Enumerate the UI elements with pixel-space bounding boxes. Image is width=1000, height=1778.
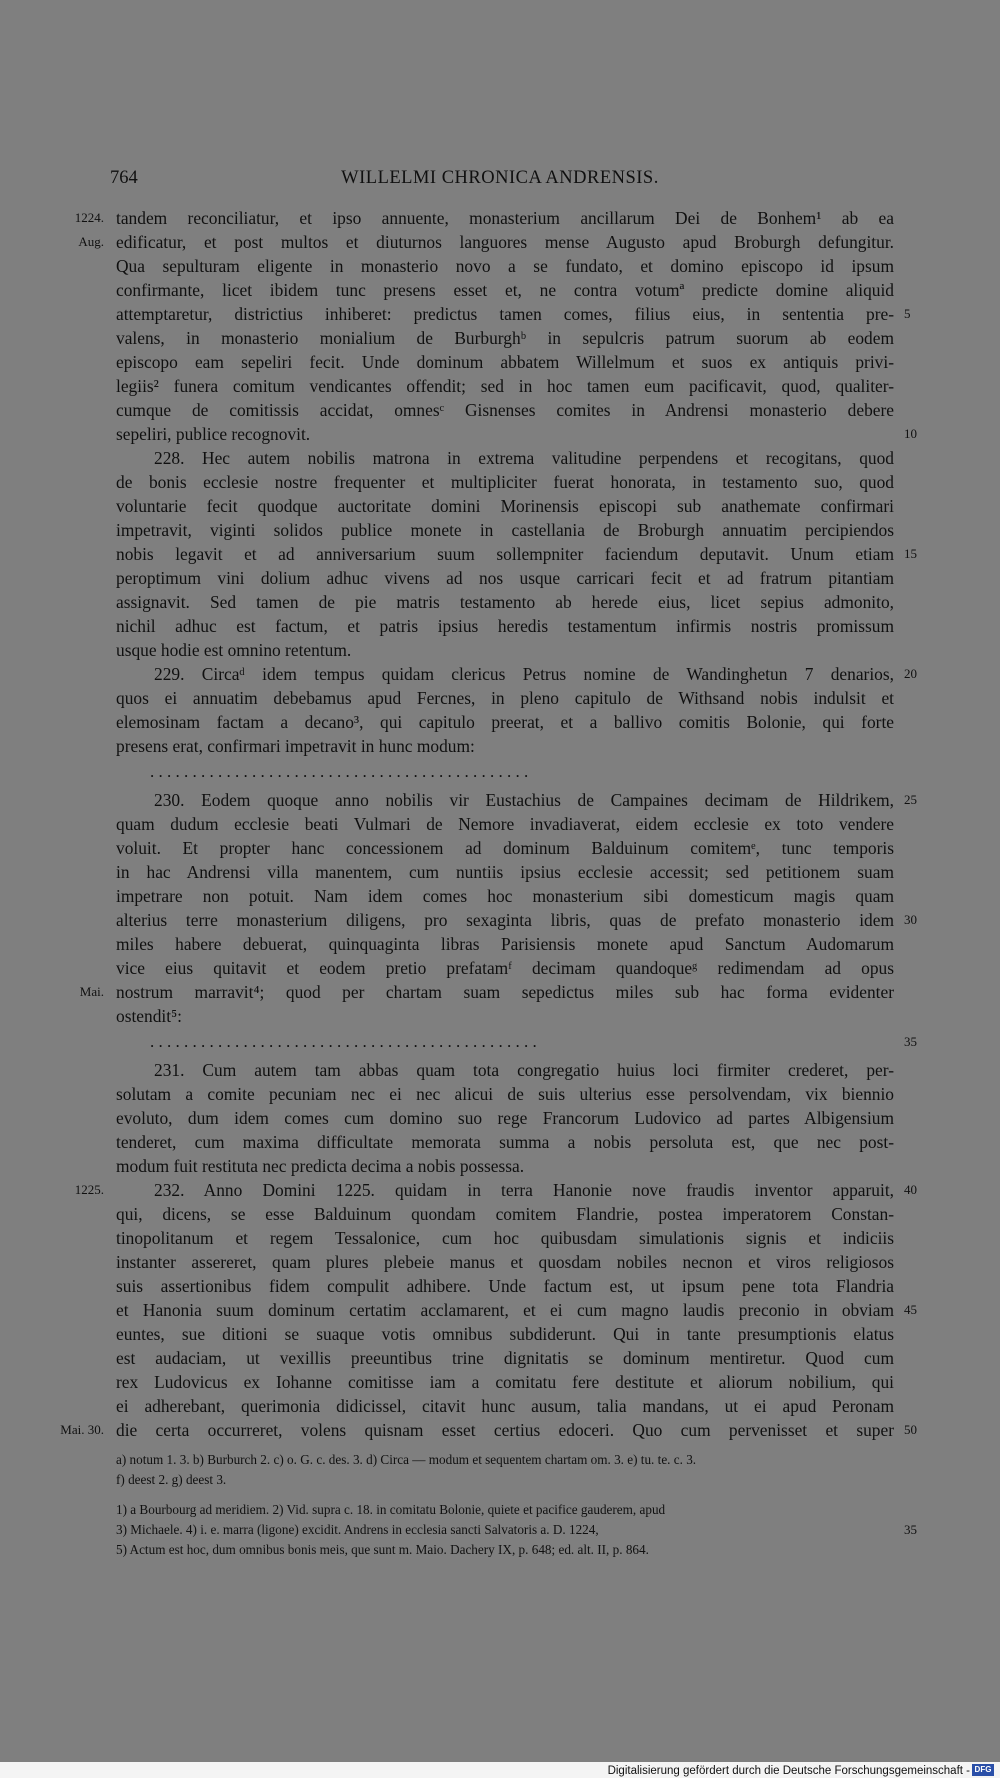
text-line-content: de bonis ecclesie nostre frequenter et multipliciter fuerat honorata, in testamento suo, quod [116,472,894,492]
text-line-content: attemptaretur, districtius inhiberet: predictus tamen comes, filius eius, in sententia pre- [116,304,894,324]
text-line [116,1250,894,1274]
text-line [116,686,894,710]
text-line-content: cumque de comitissis accidat, omnesᶜ Gisnenses comites in Andrensi monasterio debere [116,400,894,420]
dfg-logo: DFG [972,1764,994,1776]
text-line [116,980,894,1004]
text-line [116,1394,894,1418]
line-number: 40 [904,1182,917,1197]
text-line [116,662,894,686]
text-line-content: presens erat, confirmari impetravit in hunc modum: [116,736,475,756]
text-line-content: in hac Andrensi villa manentem, cum nuntiis ipsius ecclesie accessit; sed petitionem suam [116,862,894,882]
text-line-content: valens, in monasterio monialium de Burburghᵇ in sepulcris patrum suorum ab eodem [116,328,894,348]
text-line-content: ei adherebant, querimonia didicissel, citavit hunc ausum, talia mandans, ut ei apud Peronam [116,1396,894,1416]
text-line [116,350,894,374]
line-number: 20 [904,666,917,681]
text-line-content: tenderet, cum maxima difficultate memorata summa a nobis persoluta est, que nec post- [116,1132,894,1152]
text-line [116,302,894,326]
text-line-content: tandem reconciliatur, et ipso annuente, monasterium ancillarum Dei de Bonhem¹ ab ea [116,208,894,228]
line-number: 35 [904,1034,917,1049]
line-number: 5 [904,306,911,321]
text-line-content: elemosinam factam a decano³, qui capitulo preerat, et a ballivo comitis Bolonie, qui forte [116,712,894,732]
text-line [116,932,894,956]
text-line-content: nobis legavit et ad anniversarium suum sollempniter faciendum deputavit. Unum etiam [116,544,894,564]
text-line [116,1346,894,1370]
text-line-content: impetravit, viginti solidos publice monete in castellania de Broburgh annuatim percipiendos [116,520,894,540]
text-line [116,326,894,350]
text-line [116,1418,894,1442]
text-line [116,278,894,302]
text-line-content: ostendit⁵: [116,1006,182,1026]
page-header [110,168,890,194]
text-line-content: 229. Circaᵈ idem tempus quidam clericus Petrus nomine de Wandinghetun 7 denarios, [154,664,894,684]
text-line-content: Qua sepulturam eligente in monasterio novo a se fundato, et domino episcopo id ipsum [116,256,894,276]
text-line [116,422,894,446]
margin-date-note: 1224. [74,210,104,225]
text-line-content: alterius terre monasterium diligens, pro sexaginta libris, quas de prefato monasterio idem [116,910,894,930]
text-line-content: episcopo eam sepeliri fecit. Unde dominum abbatem Willelmum et suos ex antiquis privi- [116,352,894,372]
line-number: 25 [904,792,917,807]
text-line-content: vice eius quitavit et eodem pretio prefatamᶠ decimam quandoqueᵍ redimendam ad opus [116,958,894,978]
text-line [116,638,894,662]
omission-dots: . . . . . . . . . . . . . . . . . . . . . . . . . . . . . . . . . . . . . . . . . . . . . [150,762,529,781]
text-line-content: modum fuit restituta nec predicta decima a nobis possessa. [116,1156,525,1176]
margin-date-note: 1225. [74,1182,104,1197]
text-line-content: suis assertionibus fidem compulit adhibere. Unde factum est, ut ipsum pene tota Flandria [116,1276,894,1296]
text-line [116,566,894,590]
text-line [116,812,894,836]
text-line [116,374,894,398]
text-line [116,1226,894,1250]
margin-date-note: Mai. [79,984,104,999]
text-line [116,590,894,614]
text-line-content: assignavit. Sed tamen de pie matris testamento ab herede eius, licet sepius admonito, [116,592,894,612]
text-line [116,908,894,932]
text-line-content: die certa occurreret, volens quisnam esset certius edoceri. Quo cum pervenisset et super [116,1420,894,1440]
text-line-content: est audaciam, ut vexillis preeuntibus trine dignitatis se dominum mentiretur. Quod cum [116,1348,894,1368]
text-line [116,1154,894,1178]
text-line-content: evoluto, dum idem comes cum domino suo rege Francorum Ludovico ad partes Albigensium [116,1108,894,1128]
line-number: 30 [904,912,917,927]
footer-strip [0,1762,1000,1778]
margin-date-note: Mai. 30. [60,1422,104,1437]
text-line [116,230,894,254]
explanatory-footnote: 3) Michaele. 4) i. e. marra (ligone) excidit. Andrens in ecclesia sancti Salvatoris a. D. 1224, [116,1522,599,1537]
text-line [116,1178,894,1202]
text-line [116,1322,894,1346]
text-line-content: quos ei annuatim debebamus apud Fercnes, in pleno capitulo de Withsand nobis indulsit et [116,688,894,708]
text-line [116,614,894,638]
text-line-content: solutam a comite pecuniam nec ei nec alicui de suis ulterius esse persolvendam, vix biennio [116,1084,894,1104]
running-title: WILLELMI CHRONICA ANDRENSIS. [341,168,659,188]
explanatory-footnote: 1) a Bourbourg ad meridiem. 2) Vid. supra c. 18. in comitatu Bolonie, quiete et pacifice gauderem, apud [116,1502,666,1517]
text-line [116,884,894,908]
text-line [116,206,894,230]
text-line [116,518,894,542]
line-number: 10 [904,426,917,441]
text-line [116,1082,894,1106]
text-line [116,1370,894,1394]
text-line-content: miles habere debuerat, quinquaginta libras Parisiensis monete apud Sanctum Audomarum [116,934,894,954]
line-number: 45 [904,1302,917,1317]
text-line [116,1004,894,1028]
text-line [116,788,894,812]
text-line [116,734,894,758]
text-line-content: tinopolitanum et regem Tessalonice, cum hoc quibusdam simulationis signis et indiciis [116,1228,894,1248]
text-line-content: peroptimum vini dolium adhuc vivens ad nos usque carricari fecit et ad fratrum pitantiam [116,568,894,588]
text-line-content: voluit. Et propter hanc concessionem ad dominum Balduinum comitemᵉ, tunc temporis [116,838,894,858]
text-line-content: usque hodie est omnino retentum. [116,640,352,660]
text-line [116,1298,894,1322]
text-line [116,710,894,734]
text-line [116,836,894,860]
text-line-content: legiis² funera comitum vendicantes offendit; sed in hoc tamen eum pacificavit, quod, qualiter- [116,376,894,396]
critical-footnote: f) deest 2. g) deest 3. [116,1472,227,1487]
line-number: 15 [904,546,917,561]
text-line-content: 230. Eodem quoque anno nobilis vir Eustachius de Campaines decimam de Hildrikem, [154,790,894,810]
explanatory-footnote: 5) Actum est hoc, dum omnibus bonis meis, que sunt m. Maio. Dachery IX, p. 648; ed. alt. II, p. 864. [116,1542,649,1557]
margin-date-note: Aug. [78,234,104,249]
text-line-content: 228. Hec autem nobilis matrona in extrema valitudine perpendens et recogitans, quod [154,448,894,468]
text-line-content: nichil adhuc est factum, et patris ipsius heredis testamentum infirmis nostris promissum [116,616,894,636]
text-line [116,1274,894,1298]
text-line-content: 232. Anno Domini 1225. quidam in terra Hanonie nove fraudis inventor apparuit, [154,1180,894,1200]
text-line [116,956,894,980]
text-line [116,494,894,518]
text-line-content: rex Ludovicus ex Iohanne comitisse iam a comitatu fere destitute et aliorum nobilium, qui [116,1372,894,1392]
text-line [116,446,894,470]
text-line-content: impetrare non potuit. Nam idem comes hoc monasterium sibi domesticum magis quam [116,886,894,906]
text-line-content: confirmante, licet ibidem tunc presens esset et, ne contra votumª predicte domine aliquid [116,280,894,300]
text-line [116,1058,894,1082]
text-line-content: qui, dicens, se esse Balduinum quondam comitem Flandrie, postea imperatorem Constan- [116,1204,894,1224]
text-line [116,1202,894,1226]
text-line-content: nostrum marravit⁴; quod per chartam suam sepedictus miles sub hac forma evidenter [116,982,894,1002]
text-line-content: sepeliri, publice recognovit. [116,424,311,444]
text-line-content: 231. Cum autem tam abbas quam tota congregatio huius loci firmiter crederet, per- [154,1060,894,1080]
text-line-content: quam dudum ecclesie beati Vulmari de Nemore invadiaverat, eidem ecclesie ex toto vendere [116,814,894,834]
text-line [116,470,894,494]
critical-footnote: a) notum 1. 3. b) Burburch 2. c) o. G. c. des. 3. d) Circa — modum et sequentem chartam om. 3. e) tu. te. c. 3. [116,1452,697,1467]
footer-text: Digitalisierung gefördert durch die Deutsche Forschungsgemeinschaft - [607,1765,970,1777]
line-number: 35 [904,1522,917,1537]
text-line-content: edificatur, et post multos et diuturnos languores mense Augusto apud Broburgh defungitur. [116,232,894,252]
text-line [116,254,894,278]
text-line [116,1130,894,1154]
page-number: 764 [110,168,138,188]
text-line [116,860,894,884]
text-line [116,542,894,566]
text-line-content: voluntarie fecit quodque auctoritate domini Morinensis episcopi sub anathemate confirmari [116,496,894,516]
line-number: 50 [904,1422,917,1437]
text-line [116,398,894,422]
omission-dots: . . . . . . . . . . . . . . . . . . . . . . . . . . . . . . . . . . . . . . . . . . . . . . [150,1032,537,1051]
text-line-content: instanter assereret, quam plures plebeie manus et quosdam nobiles necnon et viros religiosos [116,1252,894,1272]
text-line-content: euntes, sue ditioni se suaque votis omnibus subdiderunt. Qui in tante presumptionis elatus [116,1324,894,1344]
text-line [116,1106,894,1130]
text-line-content: et Hanonia suum dominum certatim acclamarent, et ei cum magno laudis preconio in obviam [116,1300,894,1320]
